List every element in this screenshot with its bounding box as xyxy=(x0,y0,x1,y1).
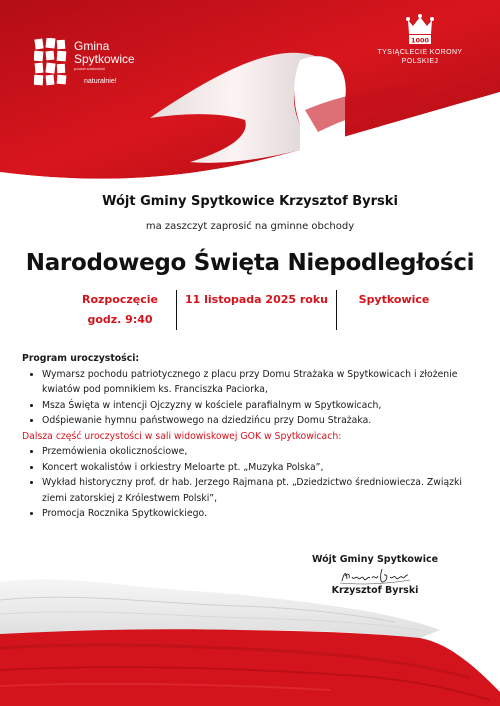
event-date xyxy=(176,290,337,330)
logo-tagline: powiat wadowicki xyxy=(74,66,105,71)
event-start xyxy=(70,290,170,330)
start-time: godz. 9:40 xyxy=(87,313,153,326)
handwritten-signature xyxy=(336,565,414,587)
program-item: • Wymarsz pochodu patriotycznego z placu przy Domu Strażaka w Spytkowicach i złożenie kwiatów pod pomnikiem ks. Franciszka Paciorka, xyxy=(42,367,484,398)
invite-text: ma zaszczyt zaprosić na gminne obchody xyxy=(145,221,355,232)
program-heading: Program uroczystości: xyxy=(22,353,140,364)
signature-name: Krzysztof Byrski xyxy=(331,585,419,596)
event-place-text: Spytkowice xyxy=(358,293,430,306)
program-heading-2: Dalsza część uroczystości w sali widowiskowej GOK w Spytkowicach: xyxy=(22,430,342,442)
program-item: • Msza Święta w intencji Ojczyzny w kościele parafialnym w Spytkowicach, xyxy=(42,398,484,414)
crown-line-1: TYSIĄCLECIE KORONY xyxy=(377,49,463,56)
program xyxy=(22,351,484,522)
event-date-text: 11 listopada 2025 roku xyxy=(184,293,329,306)
start-label: Rozpoczęcie xyxy=(82,293,158,306)
logo-line-1: Gmina xyxy=(74,39,110,53)
crown-emblem xyxy=(364,14,476,66)
signature-block xyxy=(300,554,450,596)
crown-number: 1000 xyxy=(410,36,430,45)
host-line: Wójt Gminy Spytkowice Krzysztof Byrski xyxy=(102,194,398,209)
logo-slogan: naturalnie! xyxy=(84,78,117,85)
program-item: • Przemówienia okolicznościowe, xyxy=(42,444,484,460)
crown-icon xyxy=(405,14,435,46)
program-item: • Wykład historyczny prof. dr hab. Jerzego Rajmana pt. „Dziedzictwo średniowiecza. Związki ziemi zatorskiej z Królestwem Polski”, xyxy=(42,475,484,506)
program-item: • Koncert wokalistów i orkiestry Meloarte pt. „Muzyka Polska”, xyxy=(42,460,484,476)
crown-line-2: POLSKIEJ xyxy=(401,58,439,65)
program-item: • Odśpiewanie hymnu państwowego na dziedzińcu przy Domu Strażaka. xyxy=(42,413,484,429)
program-list-2 xyxy=(22,444,484,522)
program-list-1 xyxy=(22,367,484,429)
event-place xyxy=(350,290,438,330)
logo-line-2: Spytkowice xyxy=(74,52,135,66)
gmina-logo-mark-icon xyxy=(34,38,68,86)
program-item: • Promocja Rocznika Spytkowickiego. xyxy=(42,506,484,522)
signature-title: Wójt Gminy Spytkowice xyxy=(311,554,439,565)
event-title: Narodowego Święta Niepodległości xyxy=(25,250,475,276)
